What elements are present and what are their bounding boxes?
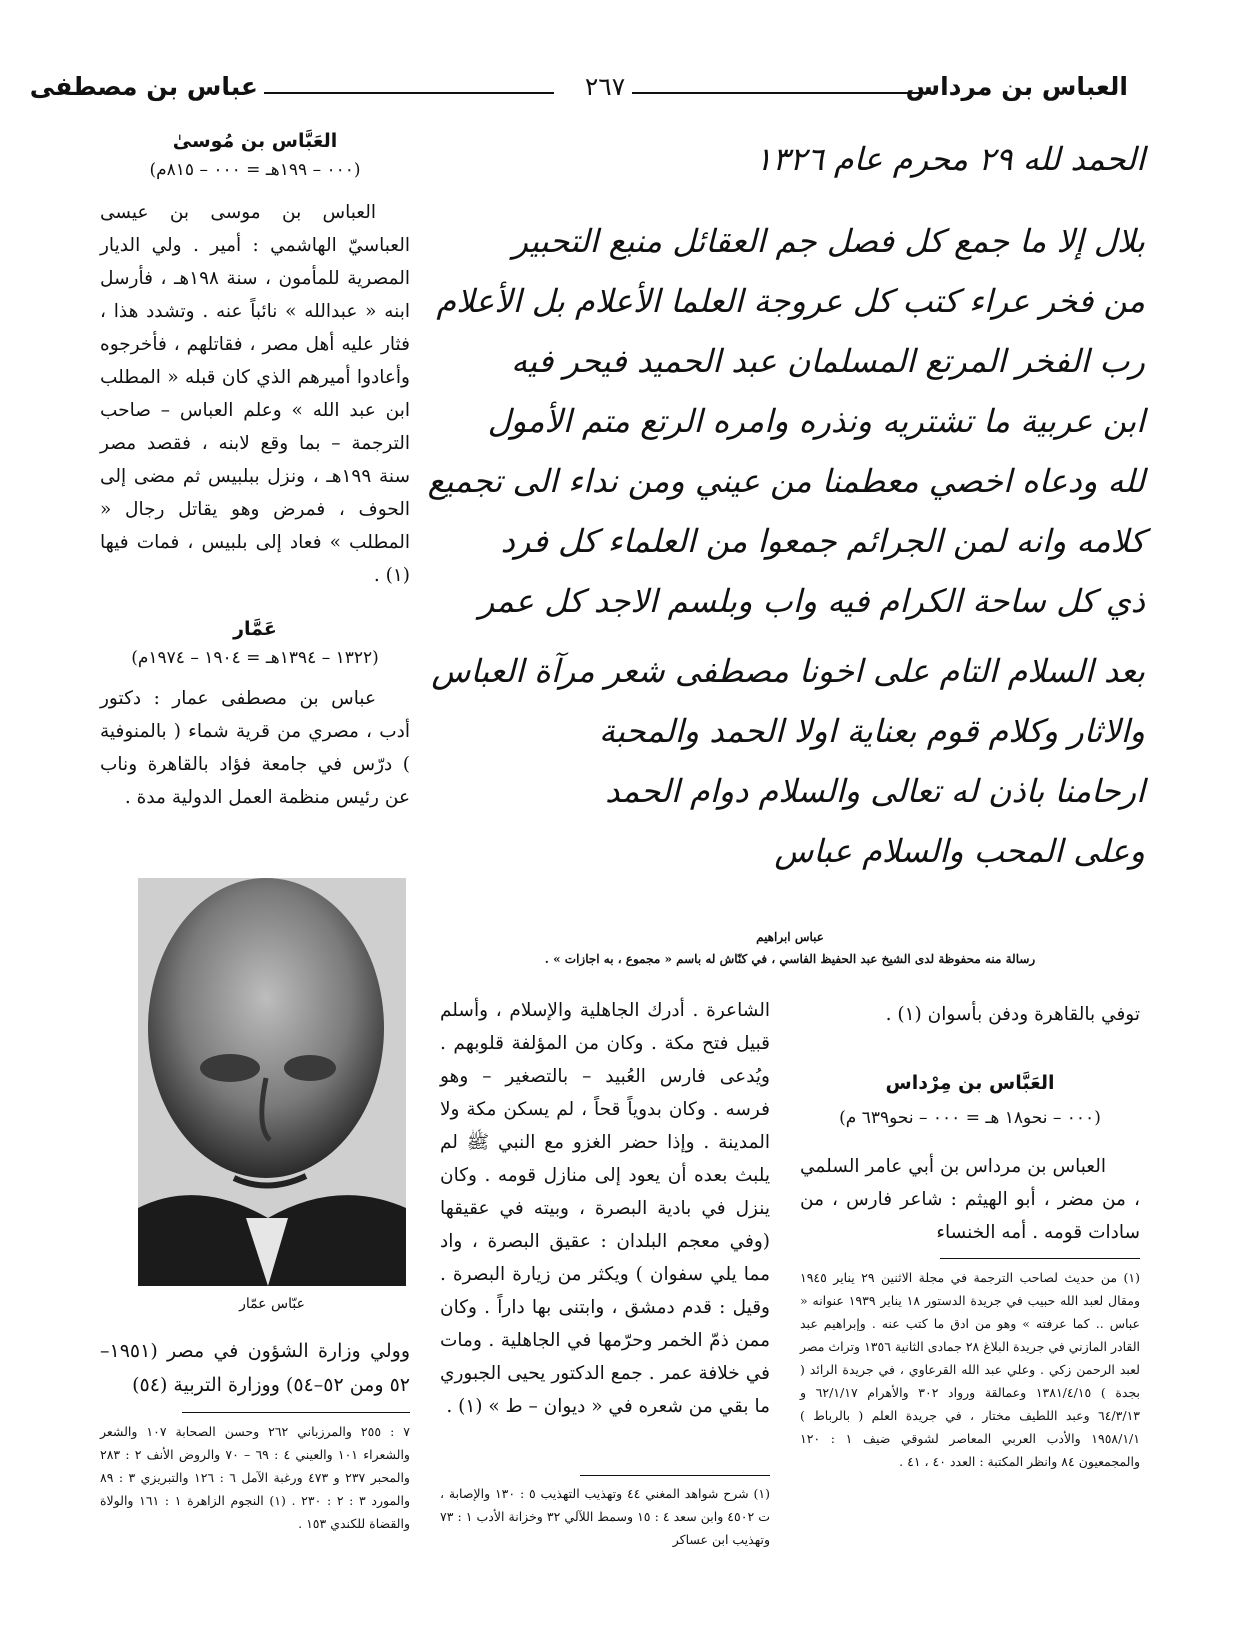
after-photo-text: وولي وزارة الشؤون في مصر (١٩٥١–٥٢ ومن ٥٢–٥٤) ووزارة التربية (٥٤) (100, 1340, 410, 1396)
entry-title-ammar: عَمَّار (233, 618, 277, 640)
manuscript-caption-name: عباس ابراهيم (756, 930, 824, 944)
manuscript-line: الحمد لله ٢٩ محرم عام ١٣٢٦ (755, 140, 1145, 178)
footnote-rule-left (182, 1412, 410, 1413)
photo-caption: عبّاس عمّار (239, 1296, 305, 1312)
manuscript-line: كلامه وانه لمن الجرائم جمعوا من العلماء كل فرد (500, 522, 1145, 560)
right-column-intro: توفي بالقاهرة ودفن بأسوان (١) . (885, 1004, 1140, 1025)
manuscript-line: بلال إلا ما جمع كل فصل جم العقائل منبع التحبير (512, 222, 1145, 260)
entry-body-abbas-ibn-musa: العباس بن موسى بن عيسى العباسيّ الهاشمي : أمير . ولي الديار المصرية للمأمون ، سنة ١٩٨هـ ، فأرسل ابنه « عبدالله » نائباً عنه . وتشدد هذا ، فثار عليه أهل مصر ، فقاتلهم ، فأخرجوه وأعادوا أميرهم الذي كان قبله « المطلب ابن عبد الله » وعلم العباس – صاحب الترجمة – بما وقع لابنه ، فقصد مصر سنة ١٩٩هـ ، ونزل ببلبيس ثم مضى إلى الحوف ، فمرض وهو يقاتل رجال « المطلب » فعاد إلى بلبيس ، فمات فيها (١) . (100, 202, 410, 586)
header-rule-left (264, 92, 554, 94)
entry-dates-ammar: (١٣٢٢ – ١٣٩٤هـ = ١٩٠٤ – ١٩٧٤م) (131, 648, 379, 668)
entry-body-abbas-ibn-mirdas: العباس بن مرداس بن أبي عامر السلمي ، من مضر ، أبو الهيثم : شاعر فارس ، من سادات قومه . أمه الخنساء (800, 1156, 1140, 1243)
manuscript-letter (427, 130, 1145, 920)
manuscript-line: ابن عربية ما تشتريه ونذره وامره الرتع متم الأمول (487, 402, 1145, 440)
left-column (100, 130, 410, 814)
running-head-left: عباس بن مصطفى (29, 72, 258, 101)
footnote-rule-right (940, 1258, 1140, 1259)
footnotes-right: (١) من حديث لصاحب الترجمة في مجلة الاثنين ٢٩ يناير ١٩٤٥ ومقال لعبد الله حبيب في جريدة الدستور ١٨ يناير ١٩٣٩ عنوانه « عباس .. كما عرفته » وهو من ادق ما كتب عنه . وإبراهيم عبد القادر المازني في جريدة البلاغ ٢٨ جمادى الثانية ١٣٥٦ وتراث مصر لعبد الرحمن زكي . وعلي عبد الله القرعاوي ، في جريدة الرائد ( بجدة ) ١٣٨١/٤/١٥ وعمالقة ورواد ٣٠٢ والأهرام ٦٢/١/١٧ و ٦٤/٣/١٣ وعبد اللطيف مختار ، في جريدة العلم ( بالرباط ) ١٩٥٨/١/١ والأدب العربي المعاصر لشوقي ضيف ١ : ١٢٠ والمجمعيون ٨٤ وانظر المكتبة : العدد ٤٠ ، ٤١ . (800, 1270, 1141, 1469)
manuscript-caption-text: رسالة منه محفوظة لدى الشيخ عبد الحفيظ الفاسي ، في كنّاش له باسم « مجموع ، به اجازات » . (544, 952, 1036, 966)
entry-title-abbas-ibn-mirdas: العَبَّاس بن مِرْداس (885, 1072, 1055, 1094)
manuscript-line: رب الفخر المرتع المسلمان عبد الحميد فيحر فيه (511, 342, 1145, 380)
manuscript-line: والاثار وكلام قوم بعناية اولا الحمد والمحبة (598, 712, 1145, 750)
manuscript-line: ارحامنا باذن له تعالى والسلام دوام الحمد (605, 772, 1145, 810)
footnotes-middle: (١) شرح شواهد المغني ٤٤ وتهذيب التهذيب ٥ : ١٣٠ والإصابة ، ت ٤٥٠٢ وابن سعد ٤ : ١٥ وسمط اللآلي ٣٢ وخزانة الأدب ١ : ٧٣ وتهذيب ابن عساكر (440, 1486, 770, 1547)
manuscript-line: من فخر عراء كتب كل عروجة العلما الأعلام بل الأعلام (436, 282, 1145, 320)
middle-column-text: الشاعرة . أدرك الجاهلية والإسلام ، وأسلم قبيل فتح مكة . وكان من المؤلفة قلوبهم . ويُدعى فارس العُبيد – بالتصغير – وهو فرسه . وكان بدوياً قحاً ، لم يسكن مكة ولا المدينة . وإذا حضر الغزو مع النبي ﷺ لم يلبث بعده أن يعود إلى منازل قومه . وكان ينزل في بادية البصرة ، وبيته في عقيقها (وفي معجم البلدان : عقيق البصرة ، واد مما يلي سفوان ) ويكثر من زيارة البصرة . وقيل : قدم دمشق ، وابتنى بها داراً . وكان ممن ذمّ الخمر وحرّمها في الجاهلية . ومات في خلافة عمر . جمع الدكتور يحيى الجبوري ما بقي من شعره في « ديوان – ط » (١) . (440, 1000, 770, 1417)
entry-dates-abbas-ibn-musa: (٠٠٠ – ١٩٩هـ = ٠٠٠ – ٨١٥م) (149, 160, 361, 180)
manuscript-line: ذي كل ساحة الكرام فيه واب وبلسم الاجد كل عمر (478, 582, 1145, 620)
manuscript-line: وعلى المحب والسلام عباس (774, 832, 1145, 870)
footnotes-left: ٧ : ٢٥٥ والمرزباني ٢٦٢ وحسن الصحابة ١٠٧ والشعر والشعراء ١٠١ والعيني ٤ : ٦٩ – ٧٠ والروض الأنف ٢ : ٢٨٣ والمحبر ٢٣٧ و ٤٧٣ ورغبة الآمل ٦ : ١٢٦ والتبريزي ٣ : ٨٩ والمورد ٣ : ٢ : ٢٣٠ . (١) النجوم الزاهرة ١ : ١٦١ والولاة والقضاة للكندي ١٥٣ . (100, 1424, 410, 1531)
entry-title-abbas-ibn-musa: العَبَّاس بن مُوسىٰ (172, 130, 338, 152)
page-number: ٢٦٧ (584, 72, 626, 101)
entry-body-ammar: عباس بن مصطفى عمار : دكتور أدب ، مصري من قرية شماء ( بالمنوفية ) درّس في جامعة فؤاد بالقاهرة وناب عن رئيس منظمة العمل الدولية مدة . (100, 688, 410, 808)
header-rule-right (632, 92, 932, 94)
entry-dates-abbas-ibn-mirdas: (٠٠٠ – نحو١٨ هـ = ٠٠٠ – نحو٦٣٩ م) (839, 1108, 1101, 1128)
running-head-right: العباس بن مرداس (905, 72, 1128, 101)
portrait-photo (138, 878, 406, 1286)
manuscript-line: لله ودعاه اخصي معطمنا من عيني ومن نداء الى تجميع (427, 462, 1145, 500)
footnote-rule-middle (580, 1475, 770, 1476)
manuscript-line: بعد السلام التام على اخونا مصطفى شعر مرآة العباس (431, 652, 1145, 690)
